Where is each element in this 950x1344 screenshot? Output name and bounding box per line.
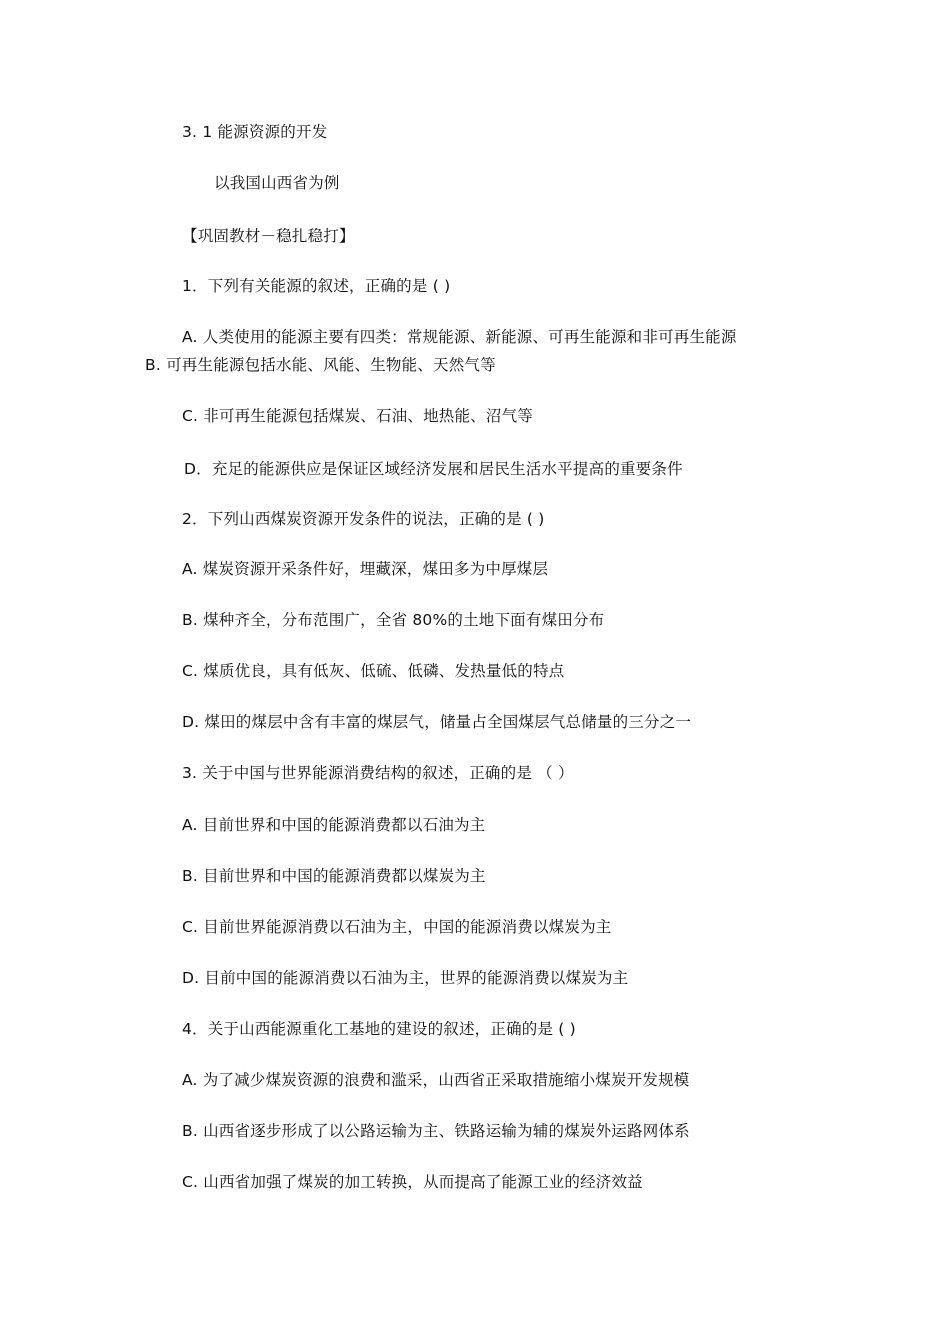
question-3-option-a: A. 目前世界和中国的能源消费都以石油为主 xyxy=(182,816,486,834)
question-4-option-c: C. 山西省加强了煤炭的加工转换，从而提高了能源工业的经济效益 xyxy=(182,1173,643,1191)
question-2-option-c: C. 煤质优良，具有低灰、低硫、低磷、发热量低的特点 xyxy=(182,662,565,680)
question-4-option-a: A. 为了减少煤炭资源的浪费和滥采，山西省正采取措施缩小煤炭开发规模 xyxy=(182,1071,690,1089)
question-3-stem: 3. 关于中国与世界能源消费结构的叙述，正确的是 （ ） xyxy=(182,764,574,782)
question-1-option-a: A. 人类使用的能源主要有四类：常规能源、新能源、可再生能源和非可再生能源 xyxy=(182,328,737,346)
question-4-stem: 4．关于山西能源重化工基地的建设的叙述，正确的是 ( ) xyxy=(182,1020,576,1038)
question-3-option-d: D. 目前中国的能源消费以石油为主，世界的能源消费以煤炭为主 xyxy=(182,969,629,987)
question-3-option-b: B. 目前世界和中国的能源消费都以煤炭为主 xyxy=(182,867,486,885)
section-heading: 【巩固教材－稳扎稳打】 xyxy=(182,227,355,245)
lesson-title: 3. 1 能源资源的开发 xyxy=(182,123,328,141)
question-2-option-d: D. 煤田的煤层中含有丰富的煤层气，储量占全国煤层气总储量的三分之一 xyxy=(182,713,692,731)
question-4-option-b: B. 山西省逐步形成了以公路运输为主、铁路运输为辅的煤炭外运路网体系 xyxy=(182,1122,690,1140)
question-1-option-b: B. 可再生能源包括水能、风能、生物能、天然气等 xyxy=(145,356,496,374)
lesson-subtitle: 以我国山西省为例 xyxy=(214,174,340,192)
question-2-option-b: B. 煤种齐全，分布范围广，全省 80%的土地下面有煤田分布 xyxy=(182,611,605,629)
question-1-stem: 1．下列有关能源的叙述，正确的是 ( ) xyxy=(182,277,451,295)
question-1-option-d: D．充足的能源供应是保证区域经济发展和居民生活水平提高的重要条件 xyxy=(184,460,683,478)
question-2-option-a: A. 煤炭资源开采条件好，埋藏深，煤田多为中厚煤层 xyxy=(182,560,549,578)
question-3-option-c: C. 目前世界能源消费以石油为主，中国的能源消费以煤炭为主 xyxy=(182,918,612,936)
question-1-option-c: C. 非可再生能源包括煤炭、石油、地热能、沼气等 xyxy=(182,407,533,425)
question-2-stem: 2．下列山西煤炭资源开发条件的说法，正确的是 ( ) xyxy=(182,510,545,528)
